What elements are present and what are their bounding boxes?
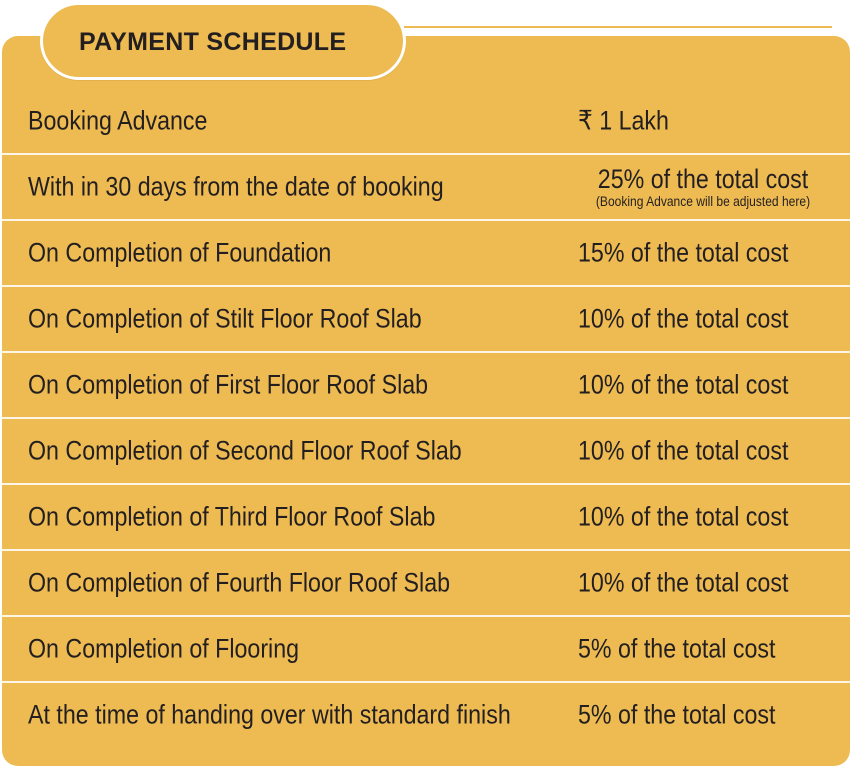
stage-label: Booking Advance xyxy=(28,105,208,135)
table-row xyxy=(2,88,850,153)
amount-value: 10% of the total cost xyxy=(578,501,789,532)
table-row xyxy=(2,153,850,219)
stage-label: On Completion of Flooring xyxy=(28,633,300,664)
stage-label: At the time of handing over with standard finish xyxy=(28,699,511,730)
amount-note: (Booking Advance will be adjusted here) xyxy=(595,193,811,209)
stage-label: On Completion of Fourth Floor Roof Slab xyxy=(28,567,451,598)
amount-value: 15% of the total cost xyxy=(578,237,789,268)
amount-value: 10% of the total cost xyxy=(578,303,789,334)
amount-value: 5% of the total cost xyxy=(578,633,776,664)
stage-label: On Completion of Third Floor Roof Slab xyxy=(28,501,436,532)
header-rule xyxy=(404,26,832,28)
stage-label: On Completion of Foundation xyxy=(28,237,332,268)
stage-label: On Completion of Second Floor Roof Slab xyxy=(28,435,462,466)
payment-schedule-table xyxy=(2,88,850,747)
page-title: PAYMENT SCHEDULE xyxy=(79,28,347,56)
stage-label: On Completion of First Floor Roof Slab xyxy=(28,369,429,400)
stage-label: On Completion of Stilt Floor Roof Slab xyxy=(28,303,422,334)
amount-value: 10% of the total cost xyxy=(578,435,789,466)
amount-value: 10% of the total cost xyxy=(578,567,789,598)
amount-value: 25% of the total cost xyxy=(597,164,809,194)
amount-value: 10% of the total cost xyxy=(578,369,789,400)
stage-label: With in 30 days from the date of booking xyxy=(28,171,444,202)
table-row xyxy=(2,285,850,351)
table-row xyxy=(2,219,850,285)
amount-value: 5% of the total cost xyxy=(578,699,776,730)
table-row xyxy=(2,615,850,681)
table-row xyxy=(2,681,850,747)
table-row xyxy=(2,417,850,483)
amount-value: ₹ 1 Lakh xyxy=(578,105,669,135)
amount-cell xyxy=(558,165,848,209)
table-row xyxy=(2,351,850,417)
table-row xyxy=(2,483,850,549)
table-row xyxy=(2,549,850,615)
title-tab xyxy=(40,2,406,80)
